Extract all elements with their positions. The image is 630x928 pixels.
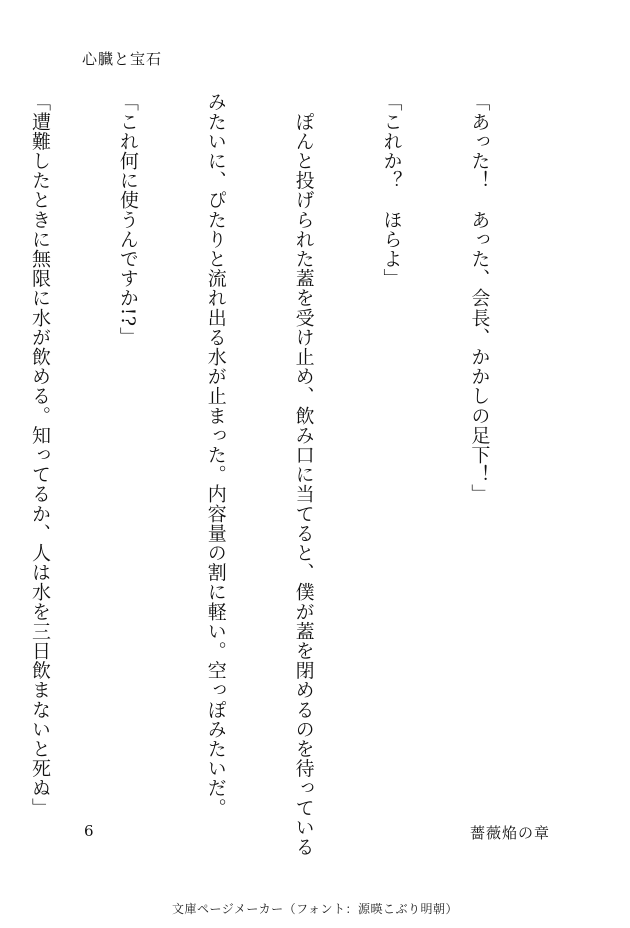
footer-credit: 文庫ページメーカー（フォント：源暎こぶり明朝） [171, 902, 459, 916]
text-line: みたいに、ぴたりと流れ出る水が止まった。内容量の割に軽い。空っぽみたいだ。 [204, 92, 227, 818]
text-line: 「これ何に使うんですか!?」 [116, 92, 139, 347]
text-line: ぽんと投げられた蓋を受け止め、飲み口に当てると、僕が蓋を閉めるのを待っている [292, 92, 315, 857]
text-line: 「遭難したときに無限に水が飲める。知ってるか、人は水を三日飲まないと死ぬ」 [28, 92, 51, 818]
running-title: 心臓と宝石 [82, 50, 163, 68]
text-line: 「あった！ あった、会長、かかしの足下！」 [468, 92, 491, 504]
page-number: 6 [84, 822, 94, 840]
text-line: 「これか？ ほらよ」 [380, 92, 403, 288]
chapter-title: 薔薇焔の章 [469, 824, 550, 842]
